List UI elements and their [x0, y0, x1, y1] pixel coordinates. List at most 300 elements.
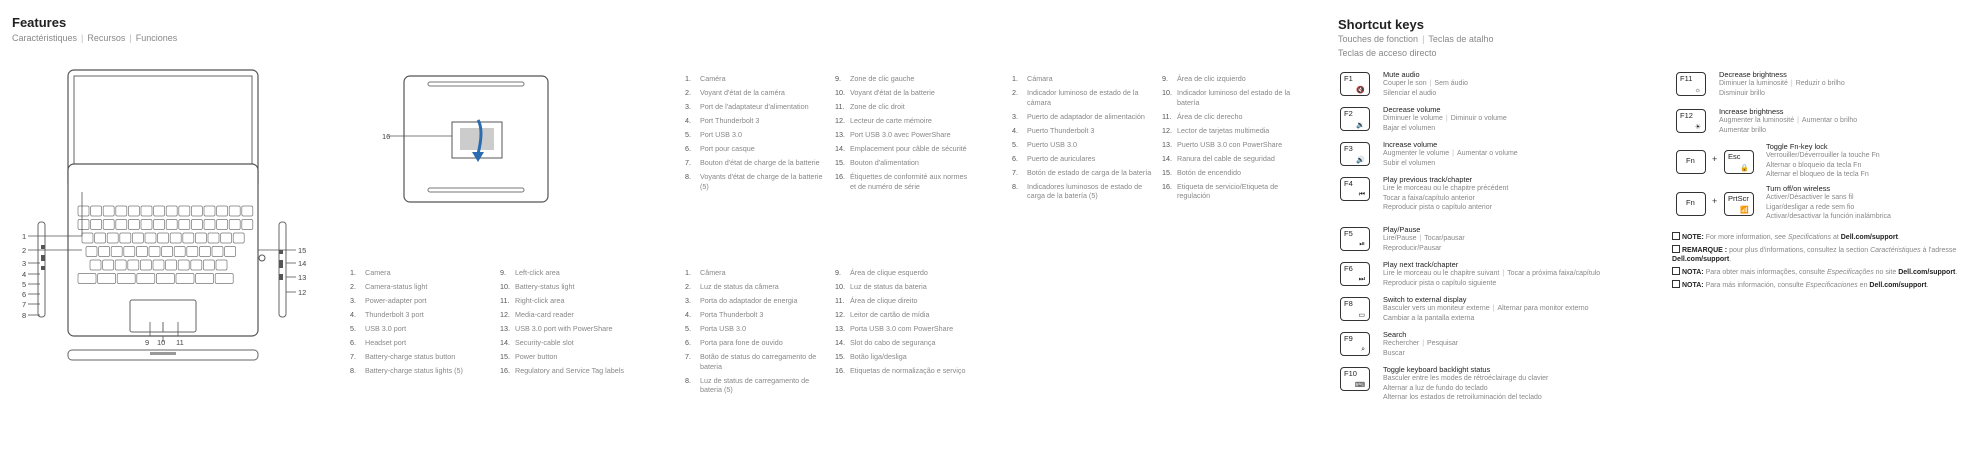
separator: | — [1429, 80, 1432, 87]
translation-part: Tocar/pausar — [1424, 235, 1465, 242]
keyboard-key — [86, 247, 97, 257]
list-column — [835, 74, 985, 196]
item-label: Port pour casque — [700, 143, 755, 153]
item-number: 9. — [835, 74, 841, 83]
list-item — [835, 282, 985, 292]
item-number: 15. — [1162, 167, 1172, 177]
shortcut-translation-2: Alternar a luz de fundo do teclado — [1383, 384, 1488, 392]
item-number: 14. — [835, 337, 845, 347]
keyboard-key — [107, 233, 118, 243]
item-label: Ranura del cable de seguridad — [1177, 153, 1275, 163]
callout-3: 3 — [22, 259, 27, 268]
keyboard-key — [217, 206, 228, 216]
list-item — [350, 310, 500, 320]
keyboard-key — [91, 220, 102, 230]
shortcut-translation-2: Reproducir/Pausar — [1383, 244, 1442, 252]
list-item — [1162, 182, 1312, 202]
item-label: Puerto USB 3.0 con PowerShare — [1177, 139, 1283, 149]
list-item — [1012, 88, 1162, 108]
shortcut-title: Search — [1383, 330, 1407, 339]
keyboard-key — [229, 220, 240, 230]
keyboard-key — [195, 233, 206, 243]
keyboard-key — [78, 206, 89, 216]
list-item — [835, 144, 985, 154]
item-label: Porta do adaptador de energia — [700, 295, 798, 305]
play-pause-icon: ⏯ — [1359, 241, 1365, 248]
shortcut-title: Toggle keyboard backlight status — [1383, 365, 1491, 374]
separator: | — [1445, 115, 1448, 122]
note-text: . — [1729, 256, 1732, 263]
shortcut-translation-1 — [1719, 116, 1985, 126]
keyboard-key — [78, 220, 89, 230]
lock-icon: 🔒 — [1740, 165, 1749, 172]
keyboard-key — [154, 206, 165, 216]
item-number: 13. — [500, 323, 510, 333]
item-label: Botão liga/desliga — [850, 351, 907, 361]
notes-block — [1672, 232, 1972, 293]
item-label: Puerto Thunderbolt 3 — [1027, 125, 1095, 135]
keyboard-key — [242, 206, 253, 216]
note-text: en — [1857, 282, 1870, 289]
combo-title: Turn off/on wireless — [1766, 184, 1831, 193]
keyboard-key — [204, 220, 215, 230]
item-number: 8. — [685, 375, 691, 385]
item-number: 3. — [350, 295, 356, 305]
keyboard-key — [103, 260, 114, 270]
combo-translation-1: Activer/Désactiver le sans fil — [1766, 194, 1854, 201]
note-item — [1672, 245, 1972, 264]
list-item — [350, 352, 500, 362]
keyboard-key — [179, 220, 190, 230]
item-number: 2. — [685, 87, 691, 97]
list-item — [1012, 126, 1162, 136]
note-label: NOTE: — [1682, 234, 1704, 241]
list-item — [835, 366, 985, 376]
callout-5: 5 — [22, 280, 27, 289]
shortcut-translation-1 — [1719, 79, 1985, 89]
keyboard-key — [82, 233, 93, 243]
keyboard-key — [225, 247, 236, 257]
callout-12: 12 — [298, 288, 307, 297]
keyboard-key — [128, 206, 139, 216]
speaker-mute-icon: 🔇 — [1356, 87, 1365, 94]
keyboard-backlight-icon: ⌨ — [1354, 382, 1365, 389]
list-column — [1162, 74, 1312, 205]
item-label: Luz de status da bateria — [850, 281, 927, 291]
shortcut-text — [1383, 295, 1653, 323]
list-column — [685, 268, 835, 399]
keyboard-key — [162, 247, 173, 257]
item-label: Puerto USB 3.0 — [1027, 139, 1077, 149]
list-item — [685, 144, 835, 154]
item-label: Right-click area — [515, 295, 565, 305]
list-item — [1012, 182, 1162, 202]
shortcut-text — [1719, 107, 1985, 135]
item-label: Luz de status da câmera — [700, 281, 779, 291]
note-text: Para más información, consulte — [1703, 282, 1806, 289]
item-number: 6. — [1012, 153, 1018, 163]
keyboard-key — [158, 233, 169, 243]
keyboard-key — [156, 274, 174, 284]
item-number: 11. — [835, 101, 845, 111]
keyboard-key — [196, 274, 214, 284]
laptop-bottom-view-diagram — [380, 70, 550, 210]
list-item — [835, 352, 985, 362]
item-label: Port USB 3.0 — [700, 129, 742, 139]
wireless-icon: 📶 — [1740, 207, 1749, 214]
item-label: Botón de estado de carga de la batería — [1027, 167, 1152, 177]
item-label: Battery-charge status button — [365, 351, 456, 361]
item-number: 11. — [500, 295, 510, 305]
list-item — [1162, 140, 1312, 150]
item-label: Cámara — [1027, 74, 1053, 83]
keyboard-key — [98, 274, 116, 284]
keyboard-key — [136, 247, 147, 257]
list-item — [685, 282, 835, 292]
item-number: 10. — [835, 281, 845, 291]
note-emphasis: Especificações — [1827, 269, 1874, 276]
item-label: Étiquettes de conformité aux normes et de numéro de série — [850, 171, 968, 191]
item-number: 5. — [685, 323, 691, 333]
keyboard-key — [132, 233, 143, 243]
item-label: Botón de encendido — [1177, 167, 1241, 177]
shortcut-title: Play previous track/chapter — [1383, 175, 1473, 184]
note-label: REMARQUE : — [1682, 247, 1728, 254]
shortcut-translation-1 — [1383, 234, 1653, 244]
item-number: 15. — [500, 351, 510, 361]
item-label: Voyant d'état de la caméra — [700, 87, 785, 97]
item-number: 10. — [500, 281, 510, 291]
translation-part: Lire/Pause — [1383, 235, 1417, 242]
translation-part: Basculer vers un moniteur externe — [1383, 305, 1490, 312]
note-icon — [1672, 280, 1680, 288]
list-item — [835, 116, 985, 126]
support-link[interactable]: Dell.com/support — [1672, 256, 1730, 263]
list-item — [1162, 168, 1312, 178]
note-label: NOTA: — [1682, 269, 1704, 276]
item-label: Battery-status light — [515, 281, 575, 291]
item-label: Port Thunderbolt 3 — [700, 115, 760, 125]
list-item — [685, 130, 835, 140]
translation-part: Rechercher — [1383, 340, 1420, 347]
list-item — [1162, 126, 1312, 136]
features-title: Features — [12, 15, 67, 30]
keyboard-key — [124, 247, 135, 257]
item-number: 7. — [685, 351, 691, 361]
shortcut-translation-1 — [1383, 149, 1653, 159]
item-label: Área de clic izquierdo — [1177, 74, 1246, 83]
keyboard-key — [204, 206, 215, 216]
translation-part: Aumentar o volume — [1456, 150, 1518, 157]
item-number: 4. — [1012, 125, 1018, 135]
item-number: 7. — [350, 351, 356, 361]
shortcut-translation-3: Reproducir pista o capítulo anterior — [1383, 204, 1492, 211]
brightness-up-icon: ☀ — [1694, 124, 1701, 131]
keyboard-key — [153, 260, 164, 270]
keyboard-key — [154, 220, 165, 230]
subtitle-fr-sk: Touches de fonction — [1338, 34, 1419, 44]
keyboard-key — [242, 220, 253, 230]
item-label: Etiquetas de normalização e serviço — [850, 365, 966, 375]
keyboard-key — [166, 260, 177, 270]
list-item — [685, 310, 835, 320]
callout-13: 13 — [298, 273, 307, 282]
list-item — [1012, 168, 1162, 178]
item-number: 4. — [350, 309, 356, 319]
item-number: 11. — [835, 295, 845, 305]
shortcut-translation-2: Silenciar el audio — [1383, 89, 1437, 97]
list-item — [685, 338, 835, 348]
translation-part: Diminuir o volume — [1450, 115, 1507, 122]
shortcut-keys-subtitle-es: Teclas de acceso directo — [1338, 48, 1437, 58]
item-number: 13. — [835, 323, 845, 333]
item-label: Botão de status do carregamento de bateria — [700, 351, 817, 371]
item-label: Indicador luminoso del estado de la batería — [1177, 87, 1291, 107]
translation-part: Couper le son — [1383, 80, 1427, 87]
callout-9: 9 — [145, 338, 150, 347]
list-item — [500, 338, 650, 348]
volume-up-icon: 🔊 — [1356, 157, 1365, 164]
features-list-fr — [685, 74, 985, 196]
separator: | — [1790, 80, 1793, 87]
list-item — [350, 338, 500, 348]
shortcut-text — [1383, 225, 1653, 253]
next-track-icon: ⏭ — [1358, 276, 1365, 283]
list-item — [1162, 88, 1312, 108]
keyboard-key — [128, 220, 139, 230]
shortcut-text — [1383, 70, 1653, 98]
translation-part: Tocar a próxima faixa/capítulo — [1507, 270, 1601, 277]
item-number: 4. — [685, 115, 691, 125]
subtitle-pt: Recursos — [87, 33, 126, 43]
list-item — [500, 296, 650, 306]
item-number: 3. — [685, 295, 691, 305]
list-item — [500, 324, 650, 334]
separator: | — [1452, 150, 1454, 157]
item-label: Área de clique direito — [850, 295, 918, 305]
list-item — [835, 296, 985, 306]
keyboard-key — [103, 206, 114, 216]
key-label: F2 — [1344, 109, 1353, 118]
key-label: F9 — [1344, 334, 1353, 343]
item-number: 16. — [835, 365, 845, 375]
item-label: Port USB 3.0 avec PowerShare — [850, 129, 951, 139]
key-label: F8 — [1344, 299, 1353, 308]
item-label: Porta Thunderbolt 3 — [700, 309, 764, 319]
keyboard-key — [183, 233, 194, 243]
shortcut-text — [1383, 330, 1653, 358]
keyboard-key — [215, 274, 233, 284]
separator: | — [1419, 235, 1422, 242]
list-item — [835, 268, 985, 278]
combo-translation-3: Activar/desactivar la función inalámbrica — [1766, 213, 1891, 220]
keyboard-key — [141, 206, 152, 216]
callout-16: 16 — [382, 132, 391, 141]
shortcut-translation-2: Aumentar brillo — [1719, 126, 1767, 134]
key-label: F1 — [1344, 74, 1353, 83]
shortcut-translation-2: Cambiar a la pantalla externa — [1383, 314, 1475, 322]
translation-part: Lire le morceau ou le chapitre précédent — [1383, 185, 1509, 192]
key-f6 — [1340, 262, 1370, 286]
item-label: Área de clic derecho — [1177, 111, 1243, 121]
keyboard-key — [137, 274, 155, 284]
list-item — [350, 282, 500, 292]
item-number: 2. — [685, 281, 691, 291]
keyboard-key — [191, 260, 202, 270]
note-icon — [1672, 245, 1680, 253]
key-label: F4 — [1344, 179, 1353, 188]
shortcut-title: Play/Pause — [1383, 225, 1421, 234]
shortcut-text — [1383, 175, 1653, 213]
callout-4: 4 — [22, 270, 27, 279]
note-text: à l'adresse — [1920, 247, 1957, 254]
item-number: 1. — [350, 268, 356, 277]
keyboard-key — [176, 274, 194, 284]
callout-7: 7 — [22, 300, 27, 309]
item-label: Puerto de auriculares — [1027, 153, 1096, 163]
list-item — [500, 352, 650, 362]
list-item — [685, 296, 835, 306]
item-number: 3. — [685, 101, 691, 111]
shortcut-translation-1 — [1383, 79, 1653, 89]
previous-track-icon: ⏮ — [1358, 191, 1365, 198]
list-item — [350, 268, 500, 278]
support-link[interactable]: Dell.com/support — [1869, 282, 1927, 289]
item-label: Luz de status de carregamento de bateria (5) — [700, 375, 810, 395]
item-label: Puerto de adaptador de alimentación — [1027, 111, 1145, 121]
key-f3 — [1340, 142, 1370, 166]
keyboard-key — [95, 233, 106, 243]
item-number: 12. — [1162, 125, 1172, 135]
key-f11 — [1676, 72, 1706, 96]
key-f5 — [1340, 227, 1370, 251]
item-number: 12. — [835, 115, 845, 125]
keyboard-key — [115, 260, 126, 270]
item-label: Porta USB 3.0 — [700, 323, 746, 333]
shortcut-translation-2: Subir el volumen — [1383, 159, 1436, 167]
note-text: . — [1897, 234, 1900, 241]
list-item — [350, 324, 500, 334]
callout-8: 8 — [22, 311, 27, 320]
item-label: Indicador luminoso de estado de la cámara — [1027, 87, 1139, 107]
list-item — [835, 88, 985, 98]
keyboard-key — [149, 247, 160, 257]
item-number: 8. — [1012, 181, 1018, 191]
list-item — [1012, 154, 1162, 164]
list-item — [685, 324, 835, 334]
translation-part: Diminuer le volume — [1383, 115, 1443, 122]
list-item — [685, 268, 835, 278]
item-label: Media-card reader — [515, 309, 574, 319]
shortcut-translation-1 — [1383, 339, 1653, 349]
item-number: 6. — [685, 337, 691, 347]
list-item — [1162, 154, 1312, 164]
list-column — [835, 268, 985, 399]
shortcut-keys-title: Shortcut keys — [1338, 17, 1424, 32]
item-number: 9. — [500, 268, 506, 277]
shortcut-title: Switch to external display — [1383, 295, 1467, 304]
separator: | — [1797, 117, 1799, 124]
keyboard-key — [116, 220, 127, 230]
key-f4 — [1340, 177, 1370, 201]
keyboard-key — [116, 206, 127, 216]
key-prtscr — [1724, 192, 1754, 216]
keyboard-key — [140, 260, 151, 270]
item-label: Zone de clic gauche — [850, 74, 915, 83]
list-item — [1162, 74, 1312, 84]
keyboard-key — [179, 206, 190, 216]
list-item — [835, 310, 985, 320]
keyboard-key — [103, 220, 114, 230]
callout-15: 15 — [298, 246, 307, 255]
item-label: Voyants d'état de charge de la batterie (5) — [700, 171, 823, 191]
key-label: F10 — [1344, 369, 1357, 378]
key-f9 — [1340, 332, 1370, 356]
item-label: Bouton d'alimentation — [850, 157, 919, 167]
separator: | — [1492, 305, 1495, 312]
shortcut-translation-2: Disminuir brillo — [1719, 89, 1765, 97]
item-label: Power-adapter port — [365, 295, 427, 305]
item-label: Battery-charge status lights (5) — [365, 365, 463, 375]
combo-text — [1766, 184, 1985, 222]
item-label: Camera-status light — [365, 281, 428, 291]
shortcut-translation-1 — [1383, 304, 1653, 314]
item-number: 14. — [1162, 153, 1172, 163]
item-label: Leitor de cartão de mídia — [850, 309, 930, 319]
item-label: Etiqueta de servicio/Etiqueta de regulación — [1177, 181, 1279, 201]
support-link[interactable]: Dell.com/support — [1898, 269, 1956, 276]
callout-11: 11 — [176, 338, 184, 347]
combo-translation-3: Alternar el bloqueo de la tecla Fn — [1766, 171, 1869, 178]
list-item — [500, 366, 650, 376]
key-label: F11 — [1680, 74, 1693, 83]
list-item — [835, 102, 985, 112]
item-number: 14. — [500, 337, 510, 347]
keyboard-key — [191, 206, 202, 216]
key-label: F3 — [1344, 144, 1353, 153]
item-number: 11. — [1162, 111, 1172, 121]
note-item — [1672, 232, 1972, 242]
search-icon: ⌕ — [1361, 346, 1365, 353]
support-link[interactable]: Dell.com/support — [1840, 234, 1898, 241]
item-number: 10. — [1162, 87, 1172, 97]
shortcut-title: Increase brightness — [1719, 107, 1784, 116]
key-fn — [1676, 192, 1706, 216]
shortcut-keys-subtitle: Touches de fonction | Teclas de atalho — [1338, 34, 1494, 44]
separator: | — [1422, 340, 1425, 347]
item-number: 15. — [835, 351, 845, 361]
note-emphasis: Caractéristiques — [1870, 247, 1921, 254]
list-item — [1012, 140, 1162, 150]
shortcut-translation-2: Buscar — [1383, 349, 1405, 357]
shortcut-text — [1383, 365, 1653, 403]
item-number: 4. — [685, 309, 691, 319]
list-item — [835, 74, 985, 84]
shortcut-title: Decrease brightness — [1719, 70, 1787, 79]
list-item — [350, 366, 500, 376]
list-item — [500, 268, 650, 278]
item-number: 5. — [350, 323, 356, 333]
combo-title: Toggle Fn-key lock — [1766, 142, 1828, 151]
shortcut-translation-2: Reproducir pista o capítulo siguiente — [1383, 279, 1497, 287]
item-label: Área de clique esquerdo — [850, 268, 928, 277]
item-label: Headset port — [365, 337, 407, 347]
item-number: 16. — [1162, 181, 1172, 191]
keyboard-key — [199, 247, 210, 257]
list-item — [1012, 74, 1162, 84]
keyboard-key — [111, 247, 122, 257]
keyboard-key — [221, 233, 232, 243]
